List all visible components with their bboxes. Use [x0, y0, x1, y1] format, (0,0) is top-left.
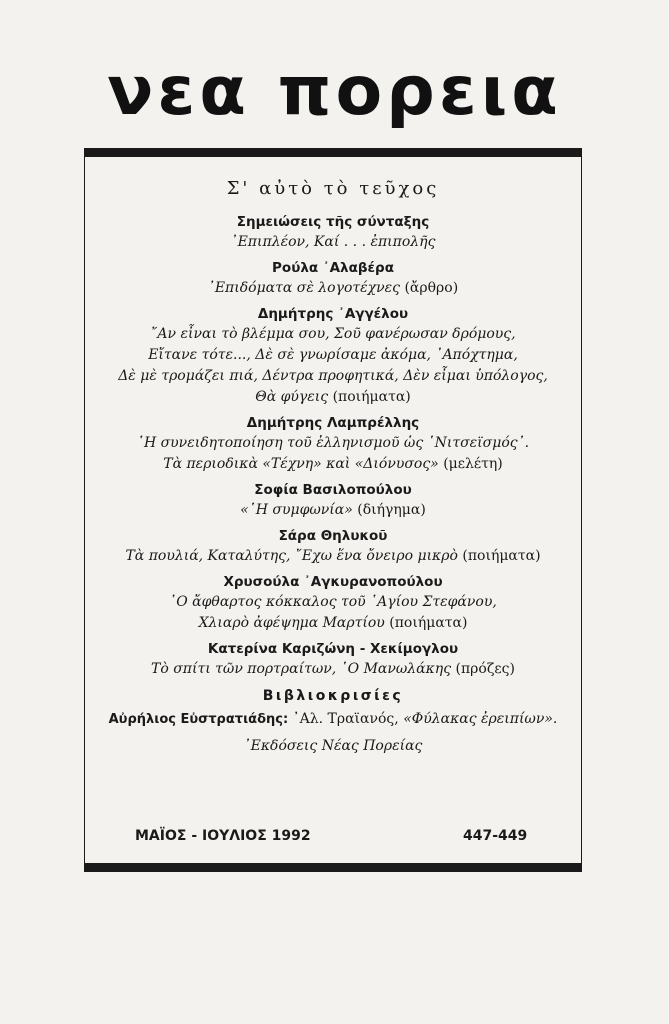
toc-entry — [96, 212, 570, 253]
review-book-author: ᾿Αλ. Τραϊανός, — [292, 711, 399, 727]
bottom-rule — [84, 863, 582, 872]
entry-works — [96, 500, 570, 521]
work-genre: (διήγημα) — [357, 502, 426, 518]
toc-entry — [96, 480, 570, 521]
issue-number: 447-449 — [463, 828, 528, 844]
entry-author: Δημήτρης Λαμπρέλλης — [246, 415, 420, 431]
work-line: ῎Αν εἶναι τὸ βλέμμα σου, Σοῦ φανέρωσαν δρόμους, — [150, 326, 516, 342]
entry-works — [96, 592, 570, 634]
work-line: ῾Η συνειδητοποίηση τοῦ ἑλληνισμοῦ ὡς ῾Νιτσεϊσμός᾿. — [136, 435, 530, 451]
entry-works — [96, 659, 570, 680]
entry-author: Σημειώσεις τῆς σύνταξης — [236, 214, 430, 230]
work-genre: (ποιήματα) — [332, 389, 411, 405]
entry-author: Κατερίνα Καριζώνη - Χεκίμογλου — [207, 641, 459, 657]
review-author: Αὐρήλιος Εὐστρατιάδης: — [108, 712, 289, 727]
entry-author: Σάρα Θηλυκοῦ — [278, 528, 388, 544]
entry-works — [96, 324, 570, 408]
work-genre: (πρόζες) — [455, 661, 515, 677]
entry-author: Σοφία Βασιλοπούλου — [254, 482, 412, 498]
work-line: Δὲ μὲ τρομάζει πιά, Δέντρα προφητικά, Δὲν εἶμαι ὑπόλογος, — [118, 368, 548, 384]
work-line: ᾿Επιδόματα σὲ λογοτέχνες — [207, 280, 401, 296]
toc-entry — [96, 572, 570, 634]
review-book-title: «Φύλακας ἐρειπίων». — [403, 711, 558, 727]
toc-entry — [96, 258, 570, 299]
work-genre: (ποιήματα) — [389, 615, 468, 631]
work-line: ῾Ο ἄφθαρτος κόκκαλος τοῦ ῾Αγίου Στεφάνου, — [169, 594, 497, 610]
toc-entry — [96, 639, 570, 680]
work-genre: (μελέτη) — [443, 456, 503, 472]
entry-works — [96, 546, 570, 567]
masthead-title: νεα πορεια — [107, 52, 562, 131]
work-line: Εἴτανε τότε..., Δὲ σὲ γνωρίσαμε ἀκόμα, ᾿Απόχτημα, — [148, 347, 518, 363]
work-line: ᾿Επιπλέον, Καί . . . ἐπιπολῆς — [230, 234, 436, 250]
toc-entry — [96, 413, 570, 475]
publisher-line: ᾿Εκδόσεις Νέας Πορείας — [243, 738, 423, 754]
table-of-contents — [96, 176, 570, 757]
top-rule — [84, 148, 582, 157]
work-line: Τὸ σπίτι τῶν πορτραίτων, ῾Ο Μανωλάκης — [151, 661, 452, 677]
toc-entry — [96, 304, 570, 408]
work-line: Τὰ περιοδικὰ «Τέχνη» καὶ «Διόνυσος» — [163, 456, 439, 472]
toc-entry — [96, 526, 570, 567]
entry-works — [96, 232, 570, 253]
work-line: Χλιαρὸ ἀφέψημα Μαρτίου — [198, 615, 385, 631]
issue-date: ΜΑΪΟΣ - ΙΟΥΛΙΟΣ 1992 — [135, 828, 311, 844]
work-genre: (ποιήματα) — [462, 548, 541, 564]
toc-title: Σ' αὐτὸ τὸ τεῦχος — [226, 178, 440, 199]
entry-author: Χρυσούλα ᾿Αγκυρανοπούλου — [223, 574, 443, 590]
reviews-title: Βιβλιοκρισίες — [262, 688, 404, 704]
entry-author: Ρούλα ᾿Αλαβέρα — [272, 260, 394, 276]
work-line: Τὰ πουλιά, Καταλύτης, ῎Εχω ἕνα ὄνειρο μικρὸ — [125, 548, 458, 564]
work-line: «῾Η συμφωνία» — [240, 502, 353, 518]
work-line: Θὰ φύγεις — [255, 389, 329, 405]
entry-works — [96, 278, 570, 299]
work-genre: (ἄρθρο) — [404, 280, 459, 296]
entry-works — [96, 433, 570, 475]
review-entry — [96, 709, 570, 730]
entry-author: Δημήτρης ᾿Αγγέλου — [257, 306, 409, 322]
entries-list — [96, 212, 570, 680]
